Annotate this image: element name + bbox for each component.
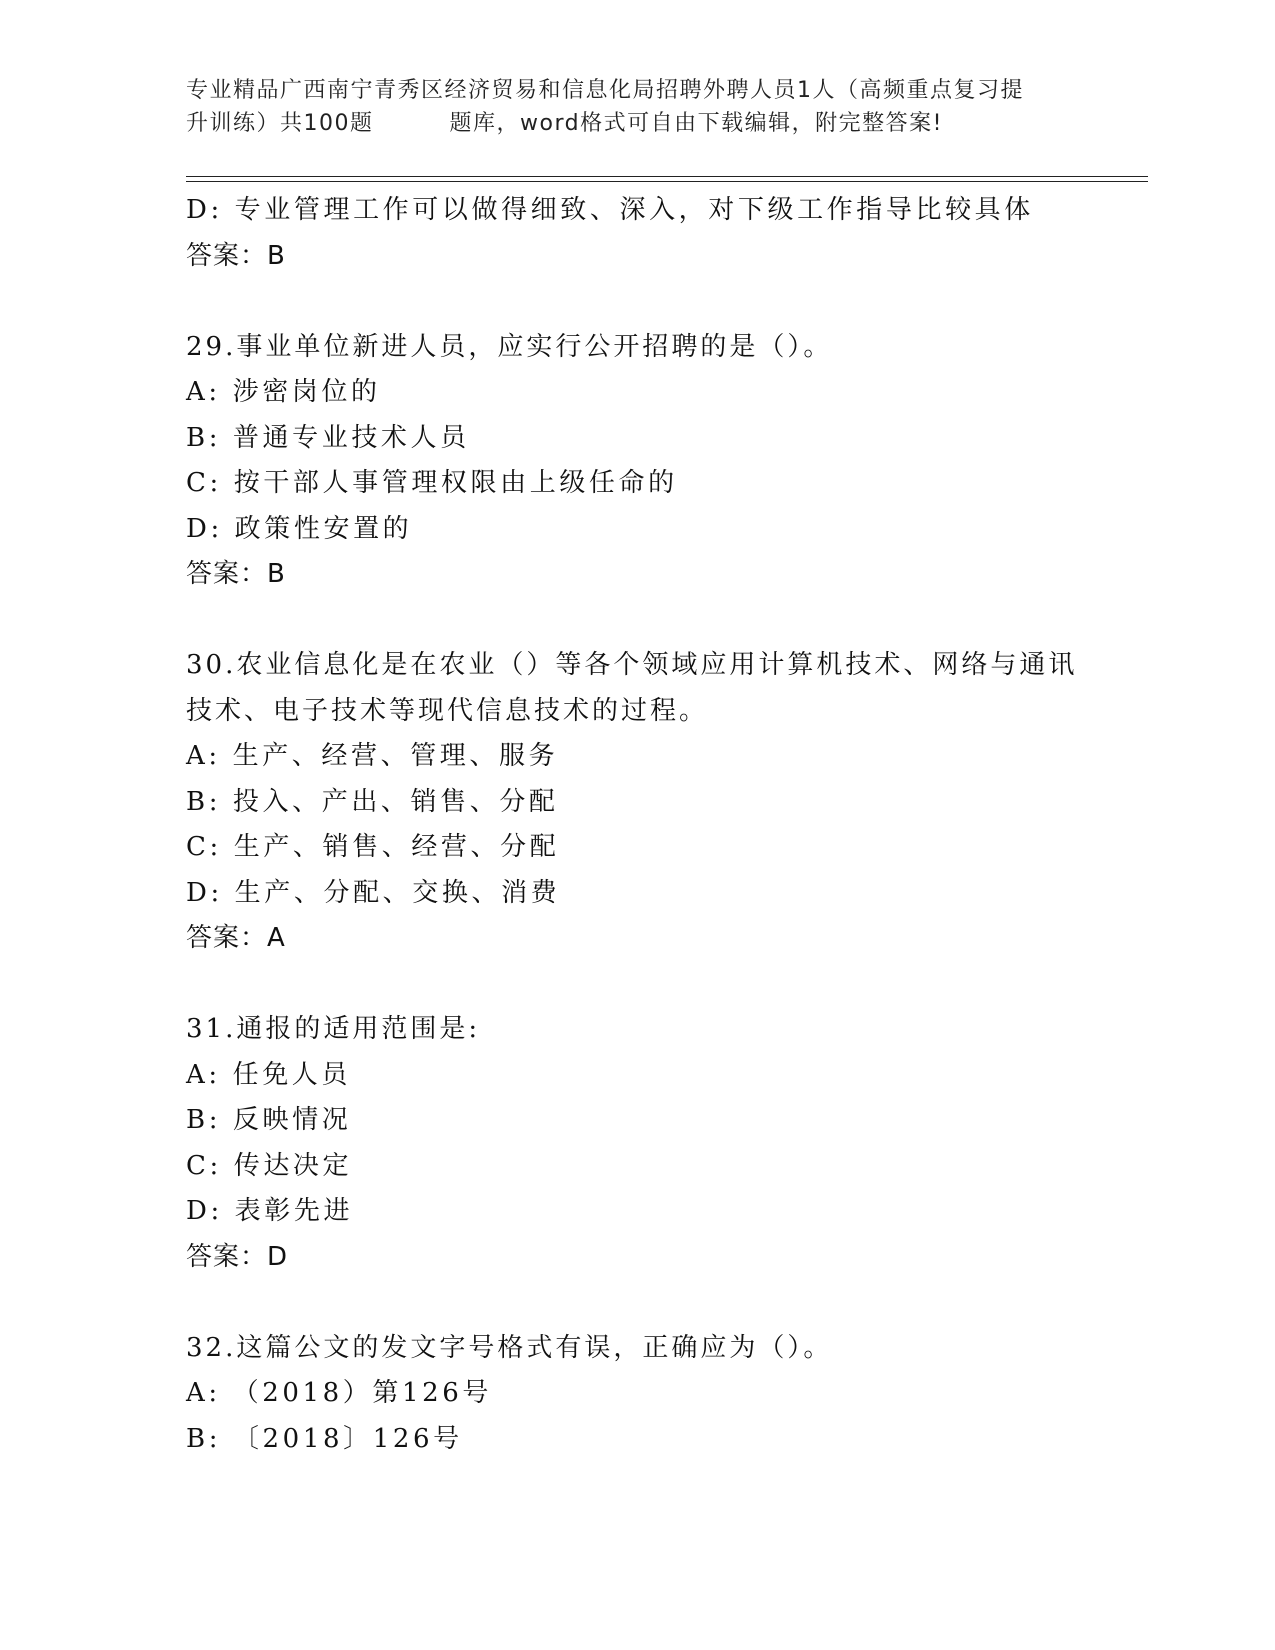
option-a: A: 涉密岗位的 — [186, 377, 381, 407]
option-b: B: 普通专业技术人员 — [186, 422, 470, 453]
question-stem: 31.通报的适用范围是: — [186, 1014, 481, 1044]
option-a: A: （2018）第126号 — [186, 1378, 492, 1408]
option-a: A: 生产、经营、管理、服务 — [186, 741, 559, 771]
page-header — [186, 74, 1086, 140]
option-d: D: 生产、分配、交换、消费 — [186, 877, 561, 908]
question-29 — [186, 325, 1148, 598]
question-stem-line-1: 30.农业信息化是在农业（）等各个领域应用计算机技术、网络与通讯 — [186, 650, 1078, 680]
question-stem-line-2: 技术、电子技术等现代信息技术的过程。 — [186, 695, 709, 726]
option-b: B: 反映情况 — [186, 1105, 352, 1135]
question-stem: 29.事业单位新进人员，应实行公开招聘的是（）。 — [186, 331, 833, 362]
option-b: B: 投入、产出、销售、分配 — [186, 786, 559, 817]
question-stem: 32.这篇公文的发文字号格式有误，正确应为（）。 — [186, 1332, 833, 1363]
prev-answer: 答案：B — [186, 240, 286, 271]
option-c: C: 按干部人事管理权限由上级任命的 — [186, 468, 678, 498]
header-line-2b: 题库，word格式可自由下载编辑，附完整答案! — [449, 111, 943, 136]
option-d: D: 政策性安置的 — [186, 513, 413, 544]
question-32 — [186, 1326, 1148, 1463]
header-divider-bottom — [186, 181, 1148, 182]
header-divider-top — [186, 176, 1148, 177]
question-31 — [186, 1007, 1148, 1280]
question-content — [186, 188, 1148, 1462]
answer: 答案：A — [186, 923, 286, 953]
option-b: B: 〔2018〕126号 — [186, 1423, 463, 1454]
option-c: C: 生产、销售、经营、分配 — [186, 832, 560, 862]
prev-option-d: D: 专业管理工作可以做得细致、深入，对下级工作指导比较具体 — [186, 195, 1034, 225]
option-c: C: 传达决定 — [186, 1150, 353, 1181]
option-a: A: 任免人员 — [186, 1059, 352, 1090]
header-line-2a: 升训练）共100题 — [186, 111, 374, 136]
answer: 答案：B — [186, 559, 286, 589]
option-d: D: 表彰先进 — [186, 1196, 354, 1226]
question-30 — [186, 643, 1148, 962]
answer: 答案：D — [186, 1241, 289, 1272]
header-line-1: 专业精品广西南宁青秀区经济贸易和信息化局招聘外聘人员1人（高频重点复习提 — [186, 78, 1024, 103]
